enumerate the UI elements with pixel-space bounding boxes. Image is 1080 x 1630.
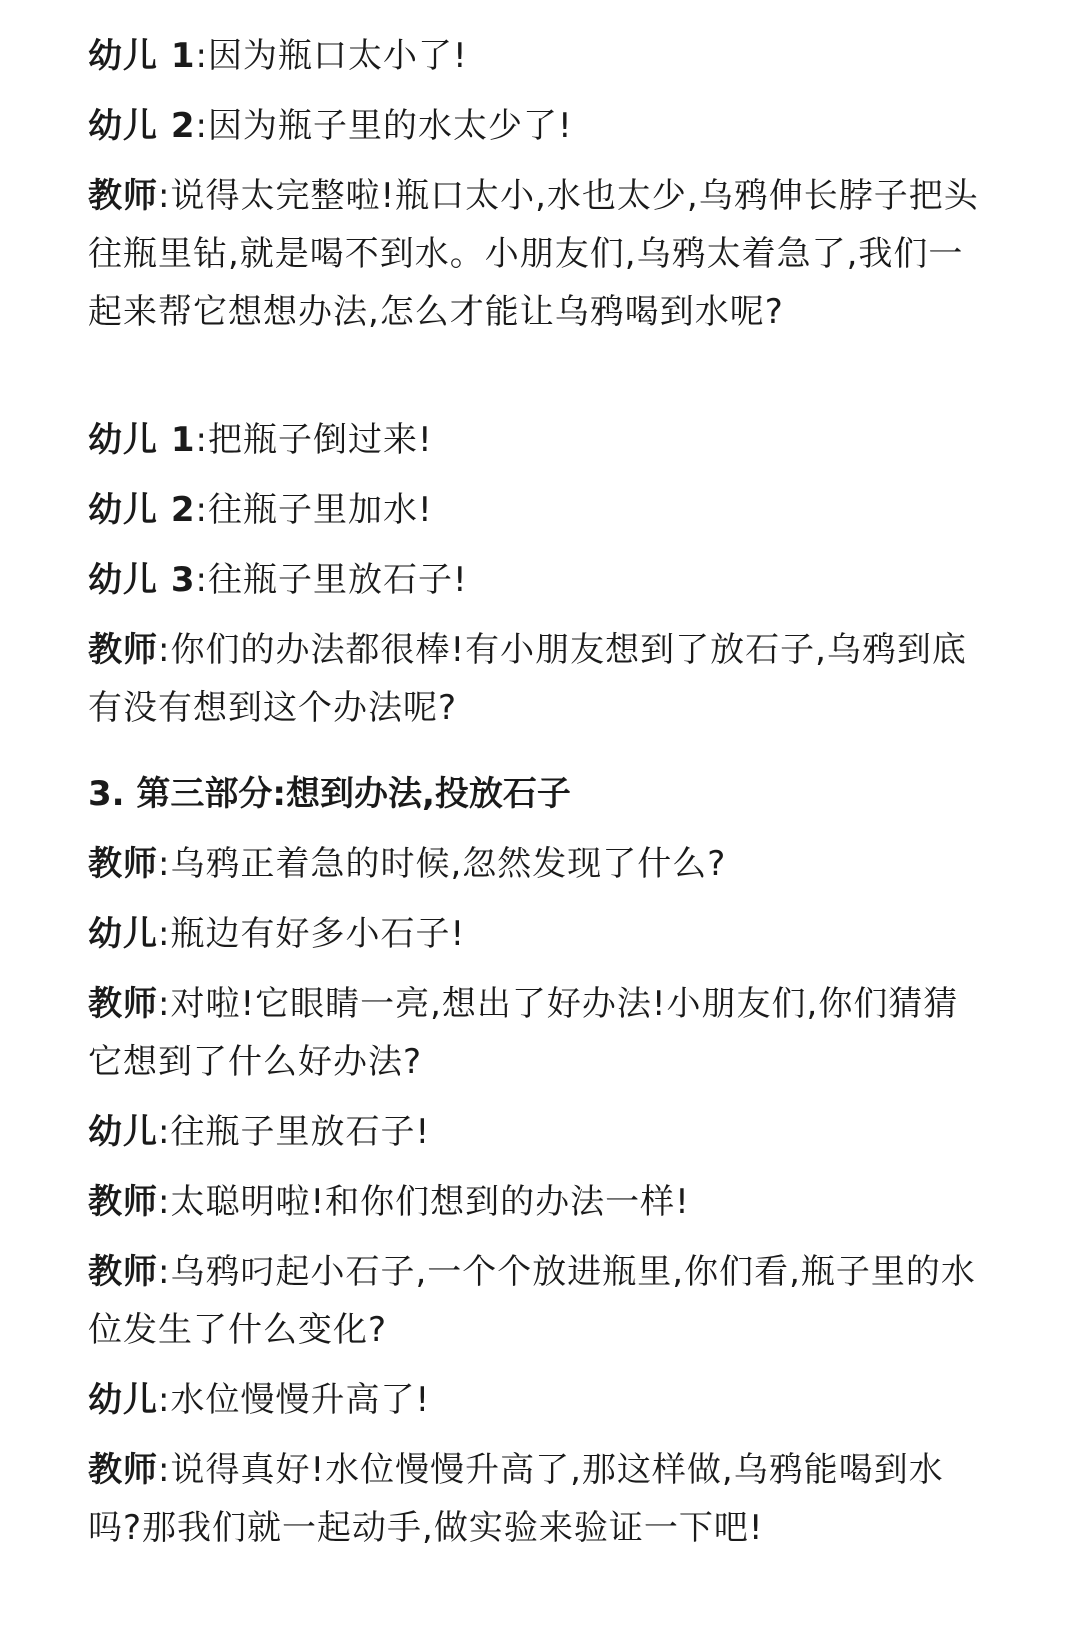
speaker-label: 教师 [88,1182,158,1222]
separator: : [158,630,171,670]
separator: : [158,914,171,954]
dialogue-line [88,1371,992,1429]
dialogue-text: 说得太完整啦!瓶口太小,水也太少,乌鸦伸长脖子把头往瓶里钻,就是喝不到水。小朋友们,乌鸦太着急了,我们一起来帮它想想办法,怎么才能让乌鸦喝到水呢? [88,176,979,332]
dialogue-text: 水位慢慢升高了! [170,1380,431,1420]
dialogue-text: 往瓶子里放石子! [170,1112,431,1152]
separator: : [195,420,208,460]
separator: : [158,1112,171,1152]
speaker-label: 教师 [88,1252,158,1292]
dialogue-line [88,1103,992,1161]
dialogue-text: 说得真好!水位慢慢升高了,那这样做,乌鸦能喝到水吗?那我们就一起动手,做实验来验证一下吧! [88,1450,944,1548]
speaker-label: 教师 [88,176,158,216]
dialogue-text: 往瓶子里加水! [207,490,433,530]
speaker-label: 幼儿 [88,1380,158,1420]
dialogue-line [88,97,992,155]
speaker-label: 幼儿 [88,1112,158,1152]
dialogue-text: 往瓶子里放石子! [207,560,468,600]
separator: : [195,36,208,76]
separator: : [158,844,171,884]
dialogue-text: 你们的办法都很棒!有小朋友想到了放石子,乌鸦到底有没有想到这个办法呢? [88,630,967,728]
section-heading: 3. 第三部分:想到办法,投放石子 [88,774,571,814]
dialogue-text: 乌鸦叼起小石子,一个个放进瓶里,你们看,瓶子里的水位发生了什么变化? [88,1252,976,1350]
separator: : [158,984,171,1024]
dialogue-line [88,905,992,963]
dialogue-line [88,835,992,893]
separator: : [158,176,171,216]
speaker-label: 幼儿 2 [88,490,196,530]
speaker-label: 教师 [88,844,158,884]
dialogue-line [88,411,992,469]
dialogue-line [88,27,992,85]
speaker-label: 幼儿 2 [88,106,196,146]
speaker-label: 幼儿 [88,914,158,954]
speaker-label: 幼儿 1 [88,36,196,76]
separator: : [158,1380,171,1420]
dialogue-text: 因为瓶口太小了! [207,36,468,76]
dialogue-text: 太聪明啦!和你们想到的办法一样! [170,1182,690,1222]
speaker-label: 幼儿 3 [88,560,196,600]
separator: : [158,1182,171,1222]
dialogue-line [88,167,992,341]
dialogue-text: 因为瓶子里的水太少了! [207,106,573,146]
dialogue-line [88,1243,992,1359]
separator: : [195,106,208,146]
dialogue-line [88,1441,992,1557]
dialogue-line [88,481,992,539]
dialogue-line [88,1173,992,1231]
speaker-label: 教师 [88,984,158,1024]
separator: : [158,1252,171,1292]
dialogue-line [88,551,992,609]
speaker-label: 教师 [88,630,158,670]
dialogue-text: 乌鸦正着急的时候,忽然发现了什么? [170,844,727,884]
separator: : [158,1450,171,1490]
speaker-label: 幼儿 1 [88,420,196,460]
dialogue-text: 对啦!它眼睛一亮,想出了好办法!小朋友们,你们猜猜它想到了什么好办法? [88,984,959,1082]
dialogue-text: 瓶边有好多小石子! [170,914,466,954]
dialogue-line [88,975,992,1091]
dialogue-line [88,621,992,737]
separator: : [195,490,208,530]
dialogue-text: 把瓶子倒过来! [207,420,433,460]
separator: : [195,560,208,600]
speaker-label: 教师 [88,1450,158,1490]
